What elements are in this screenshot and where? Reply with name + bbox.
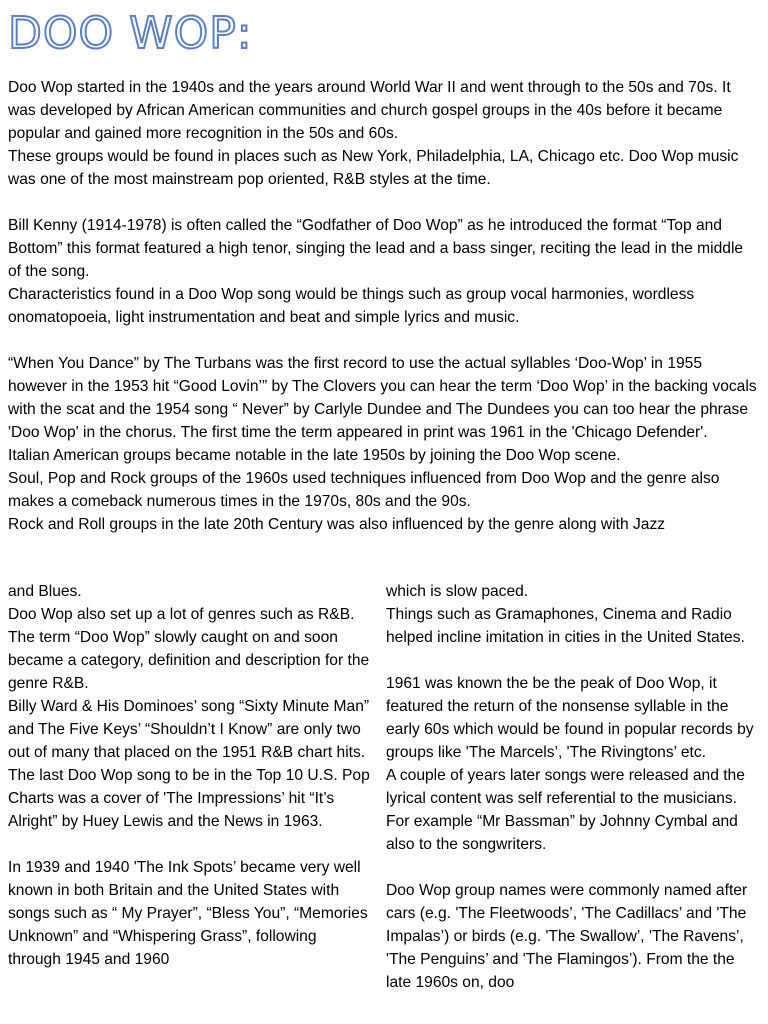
left-column [8, 580, 370, 971]
page-title: DOO WOP: [8, 8, 253, 59]
paragraph: In 1939 and 1940 'The Ink Spots’ became very well known in both Britain and the United States with songs such as “ My Prayer”, “Bless You”, “Memories Unknown” and “Whispering Grass”, following through 1945 and 1960 [8, 859, 368, 968]
right-column [386, 580, 762, 994]
paragraph: Characteristics found in a Doo Wop song would be things such as group vocal harmonies, wordless onomatopoeia, light instrumentation and beat and simple lyrics and music. [8, 286, 695, 326]
paragraph: Billy Ward & His Dominoes’ song “Sixty Minute Man” and The Five Keys’ “Shouldn’t I Know” are only two out of many that placed on the 1951 R&B chart hits. [8, 698, 370, 761]
paragraph: 1961 was known the be the peak of Doo Wop, it featured the return of the nonsense syllable in the early 60s which would be found in popular records by groups like 'The Marcels’, 'The Rivingtons’ etc. [386, 675, 754, 761]
paragraph: Soul, Pop and Rock groups of the 1960s used techniques influenced from Doo Wop and the genre also makes a comeback numerous times in the 1970s, 80s and the 90s. [8, 470, 720, 510]
paragraph-gap [8, 833, 370, 856]
paragraph: which is slow paced. [386, 583, 529, 600]
paragraph-gap [8, 191, 760, 214]
paragraph: Bill Kenny (1914-1978) is often called the “Godfather of Doo Wop” as he introduced the format “Top and Bottom” this format featured a high tenor, singing the lead and a bass singer, reciting the lead in the middle of the song. [8, 217, 744, 280]
paragraph: The last Doo Wop song to be in the Top 10 U.S. Pop Charts was a cover of 'The Impressions’ hit “It’s Alright” by Huey Lewis and the News in 1963. [8, 767, 370, 830]
paragraph: These groups would be found in places such as New York, Philadelphia, LA, Chicago etc. Doo Wop music was one of the most mainstream pop oriented, R&B styles at the time. [8, 148, 739, 188]
paragraph: and Blues. [8, 583, 82, 600]
paragraph: A couple of years later songs were released and the lyrical content was self referential to the musicians. For example “Mr Bassman” by Johnny Cymbal and also to the songwriters. [386, 767, 745, 853]
paragraph: Rock and Roll groups in the late 20th Century was also influenced by the genre along with Jazz [8, 516, 666, 533]
paragraph: Doo Wop also set up a lot of genres such as R&B. [8, 606, 355, 623]
paragraph: Doo Wop started in the 1940s and the years around World War II and went through to the 50s and 70s. It was developed by African American communities and church gospel groups in the 40s before it became popular and gained more recognition in the 50s and 60s. [8, 79, 731, 142]
paragraph-gap [386, 856, 762, 879]
paragraph: Things such as Gramaphones, Cinema and Radio helped incline imitation in cities in the United States. [386, 606, 745, 646]
paragraph: Italian American groups became notable in the late 1950s by joining the Doo Wop scene. [8, 447, 621, 464]
intro-section [8, 76, 760, 536]
paragraph-gap [8, 329, 760, 352]
paragraph: Doo Wop group names were commonly named after cars (e.g. 'The Fleetwoods’, 'The Cadillacs’ and 'The Impalas’) or birds (e.g. 'The Swallow’, 'The Ravens’, 'The Penguins’ and 'The Flamingos’). From the the late 1960s on, doo [386, 882, 748, 991]
paragraph: “When You Dance” by The Turbans was the first record to use the actual syllables ‘Doo-Wop’ in 1955 however in the 1953 hit “Good Lovin’” by The Clovers you can hear the term ‘Doo Wop’ in the backing vocals with the scat and the 1954 song “ Never” by Carlyle Dundee and The Dundees you can too hear the phrase 'Doo Wop' in the chorus. The first time the term appeared in print was 1961 in the 'Chicago Defender'. [8, 355, 757, 441]
paragraph: The term “Doo Wop” slowly caught on and soon became a category, definition and description for the genre R&B. [8, 629, 370, 692]
paragraph-gap [386, 649, 762, 672]
